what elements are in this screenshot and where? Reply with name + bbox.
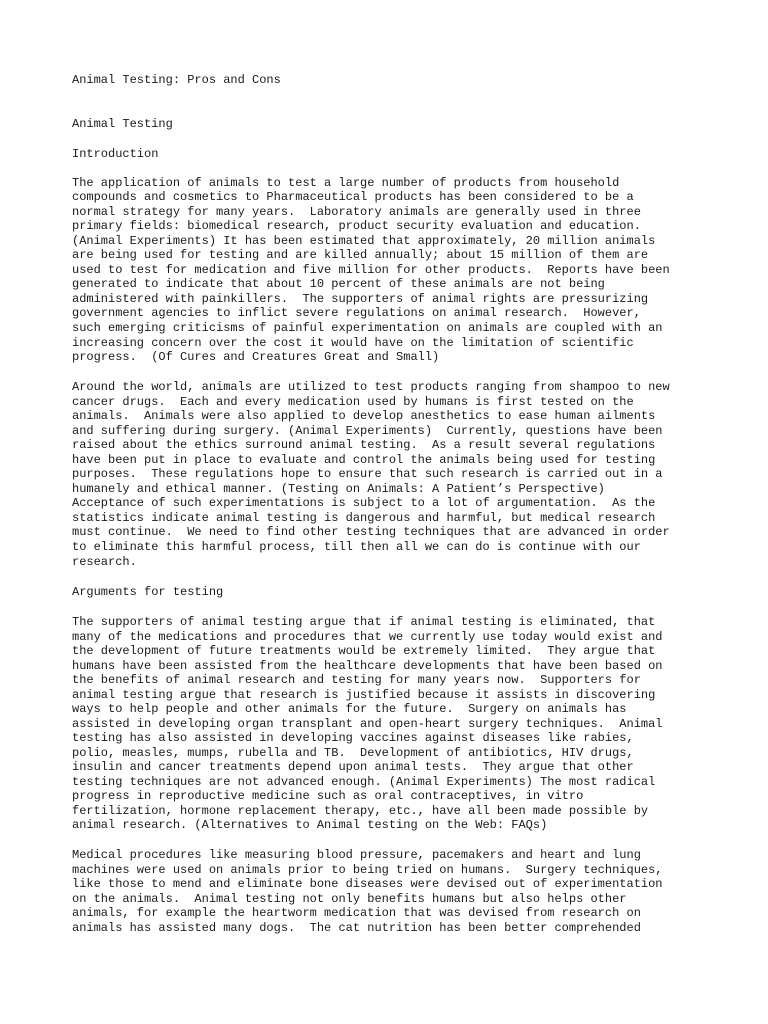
paragraph-line: like those to mend and eliminate bone diseases were devised out of experimentation	[72, 877, 663, 891]
paragraph-line: testing techniques are not advanced enough. (Animal Experiments) The most radical	[72, 775, 656, 789]
paragraph-line: insulin and cancer treatments depend upon animal tests. They argue that other	[72, 760, 634, 774]
paragraph-line: administered with painkillers. The supporters of animal rights are pressurizing	[72, 292, 649, 306]
paragraph-line: testing has also assisted in developing vaccines against diseases like rabies,	[72, 731, 634, 745]
paragraph-line: research.	[72, 555, 137, 569]
paragraph-line: humans have been assisted from the healthcare developments that have been based on	[72, 659, 663, 673]
paragraph-line: government agencies to inflict severe regulations on animal research. However,	[72, 306, 641, 320]
paragraph-line: animals. Animals were also applied to develop anesthetics to ease human ailments	[72, 409, 656, 423]
paragraph-line: and suffering during surgery. (Animal Experiments) Currently, questions have been	[72, 424, 663, 438]
paragraph-line: ways to help people and other animals for the future. Surgery on animals has	[72, 702, 627, 716]
document-title: Animal Testing: Pros and Cons	[72, 73, 281, 87]
paragraph-line: animal research. (Alternatives to Animal testing on the Web: FAQs)	[72, 818, 548, 832]
paragraph-line: The supporters of animal testing argue that if animal testing is eliminated, that	[72, 615, 656, 629]
paragraph-line: polio, measles, mumps, rubella and TB. Development of antibiotics, HIV drugs,	[72, 746, 634, 760]
paragraph-line: to eliminate this harmful process, till then all we can do is continue with our	[72, 540, 641, 554]
paragraph-line: animal testing argue that research is justified because it assists in discovering	[72, 688, 656, 702]
paragraph-line: cancer drugs. Each and every medication used by humans is first tested on the	[72, 395, 634, 409]
subsection-heading-arguments: Arguments for testing	[72, 585, 224, 599]
paragraph-line: such emerging criticisms of painful experimentation on animals are coupled with an	[72, 321, 663, 335]
paragraph-line: progress in reproductive medicine such as oral contraceptives, in vitro	[72, 789, 584, 803]
paragraph-line: Around the world, animals are utilized to test products ranging from shampoo to new	[72, 380, 670, 394]
paragraph-line: the benefits of animal research and testing for many years now. Supporters for	[72, 673, 641, 687]
paragraph-line: fertilization, hormone replacement therapy, etc., have all been made possible by	[72, 804, 649, 818]
paragraph-line: Acceptance of such experimentations is subject to a lot of argumentation. As the	[72, 496, 656, 510]
paragraph-line: raised about the ethics surround animal testing. As a result several regulations	[72, 438, 656, 452]
paragraph-line: assisted in developing organ transplant and open-heart surgery techniques. Animal	[72, 717, 663, 731]
paragraph-line: (Animal Experiments) It has been estimated that approximately, 20 million animals	[72, 234, 656, 248]
subsection-heading-introduction: Introduction	[72, 147, 159, 161]
paragraph-line: many of the medications and procedures that we currently use today would exist and	[72, 630, 663, 644]
paragraph-line: humanely and ethical manner. (Testing on Animals: A Patient’s Perspective)	[72, 482, 605, 496]
paragraph-line: compounds and cosmetics to Pharmaceutical products has been considered to be a	[72, 190, 634, 204]
paragraph-line: have been put in place to evaluate and control the animals being used for testing	[72, 453, 656, 467]
paragraph-line: primary fields: biomedical research, product security evaluation and education.	[72, 219, 641, 233]
paragraph-line: animals, for example the heartworm medication that was devised from research on	[72, 906, 641, 920]
paragraph-line: the development of future treatments would be extremely limited. They argue that	[72, 644, 656, 658]
paragraph-line: animals has assisted many dogs. The cat nutrition has been better comprehended	[72, 921, 641, 935]
section-heading: Animal Testing	[72, 117, 173, 131]
paragraph-line: normal strategy for many years. Laboratory animals are generally used in three	[72, 205, 641, 219]
paragraph-line: are being used for testing and are killed annually; about 15 million of them are	[72, 248, 649, 262]
paragraph-line: increasing concern over the cost it would have on the limitation of scientific	[72, 336, 634, 350]
paragraph-line: progress. (Of Cures and Creatures Great and Small)	[72, 350, 440, 364]
paragraph-line: on the animals. Animal testing not only benefits humans but also helps other	[72, 892, 627, 906]
paragraph-line: purposes. These regulations hope to ensure that such research is carried out in a	[72, 467, 663, 481]
paragraph-line: The application of animals to test a large number of products from household	[72, 176, 620, 190]
paragraph-line: generated to indicate that about 10 percent of these animals are not being	[72, 277, 605, 291]
paragraph-line: machines were used on animals prior to being tried on humans. Surgery techniques,	[72, 863, 663, 877]
paragraph-line: must continue. We need to find other testing techniques that are advanced in order	[72, 525, 670, 539]
paragraph-line: statistics indicate animal testing is dangerous and harmful, but medical research	[72, 511, 656, 525]
paragraph-line: used to test for medication and five million for other products. Reports have been	[72, 263, 670, 277]
paragraph-line: Medical procedures like measuring blood pressure, pacemakers and heart and lung	[72, 848, 641, 862]
